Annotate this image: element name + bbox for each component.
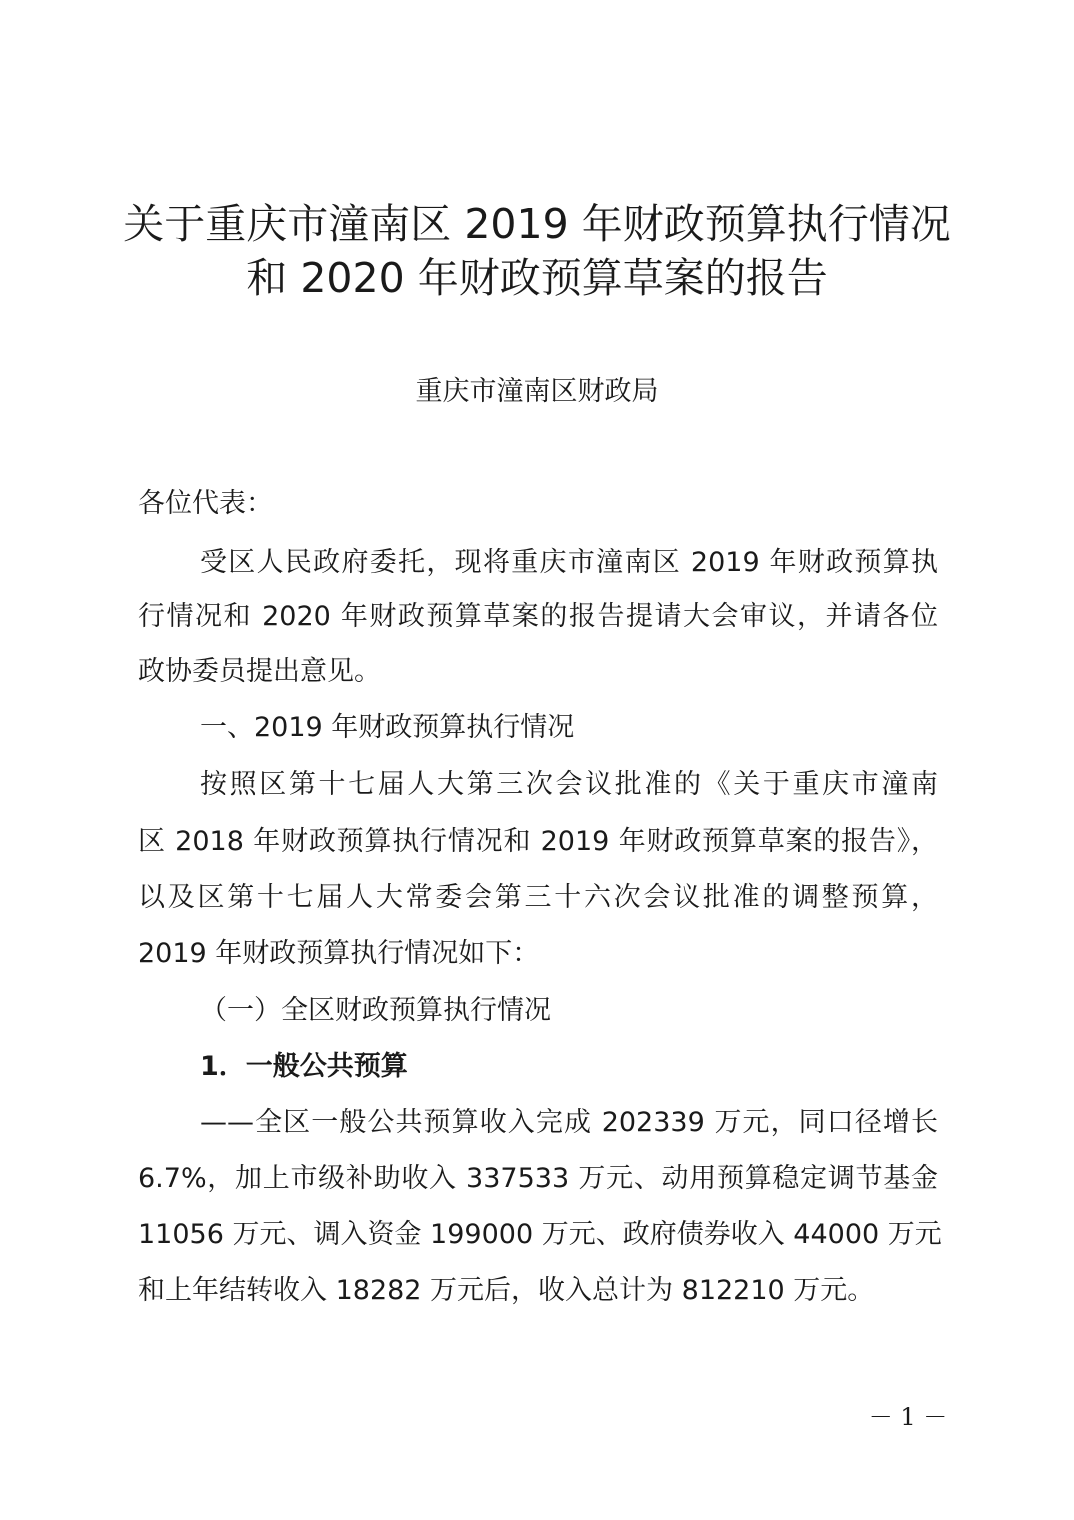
subsection-1-heading: （一）全区财政预算执行情况 [200,995,551,1026]
paragraph-2-line-1: 按照区第十七届人大第三次会议批准的《关于重庆市潼南 [200,769,938,800]
document-title-line-2: 和 2020 年财政预算草案的报告 [246,254,828,302]
item-1-heading: 1．一般公共预算 [200,1051,408,1082]
document-author: 重庆市潼南区财政局 [415,376,659,407]
paragraph-1-line-2: 行情况和 2020 年财政预算草案的报告提请大会审议，并请各位 [138,601,938,632]
paragraph-3-line-1: ——全区一般公共预算收入完成 202339 万元，同口径增长 [200,1107,938,1138]
page-number: － 1 － [868,1403,948,1431]
paragraph-3-line-4: 和上年结转收入 18282 万元后，收入总计为 812210 万元。 [138,1275,875,1306]
paragraph-1-line-3: 政协委员提出意见。 [138,656,381,687]
paragraph-2-line-4: 2019 年财政预算执行情况如下： [138,938,540,969]
document-title-line-1: 关于重庆市潼南区 2019 年财政预算执行情况 [123,200,951,248]
paragraph-3-line-2: 6.7%，加上市级补助收入 337533 万元、动用预算稳定调节基金 [138,1163,938,1194]
paragraph-2-line-2: 区 2018 年财政预算执行情况和 2019 年财政预算草案的报告》， [138,826,938,857]
section-1-heading: 一、2019 年财政预算执行情况 [200,712,575,743]
salutation: 各位代表： [138,488,273,519]
paragraph-1-line-1: 受区人民政府委托，现将重庆市潼南区 2019 年财政预算执 [200,547,938,578]
paragraph-2-line-3: 以及区第十七届人大常委会第三十六次会议批准的调整预算， [138,882,938,913]
paragraph-3-line-3: 11056 万元、调入资金 199000 万元、政府债券收入 44000 万元 [138,1219,942,1250]
